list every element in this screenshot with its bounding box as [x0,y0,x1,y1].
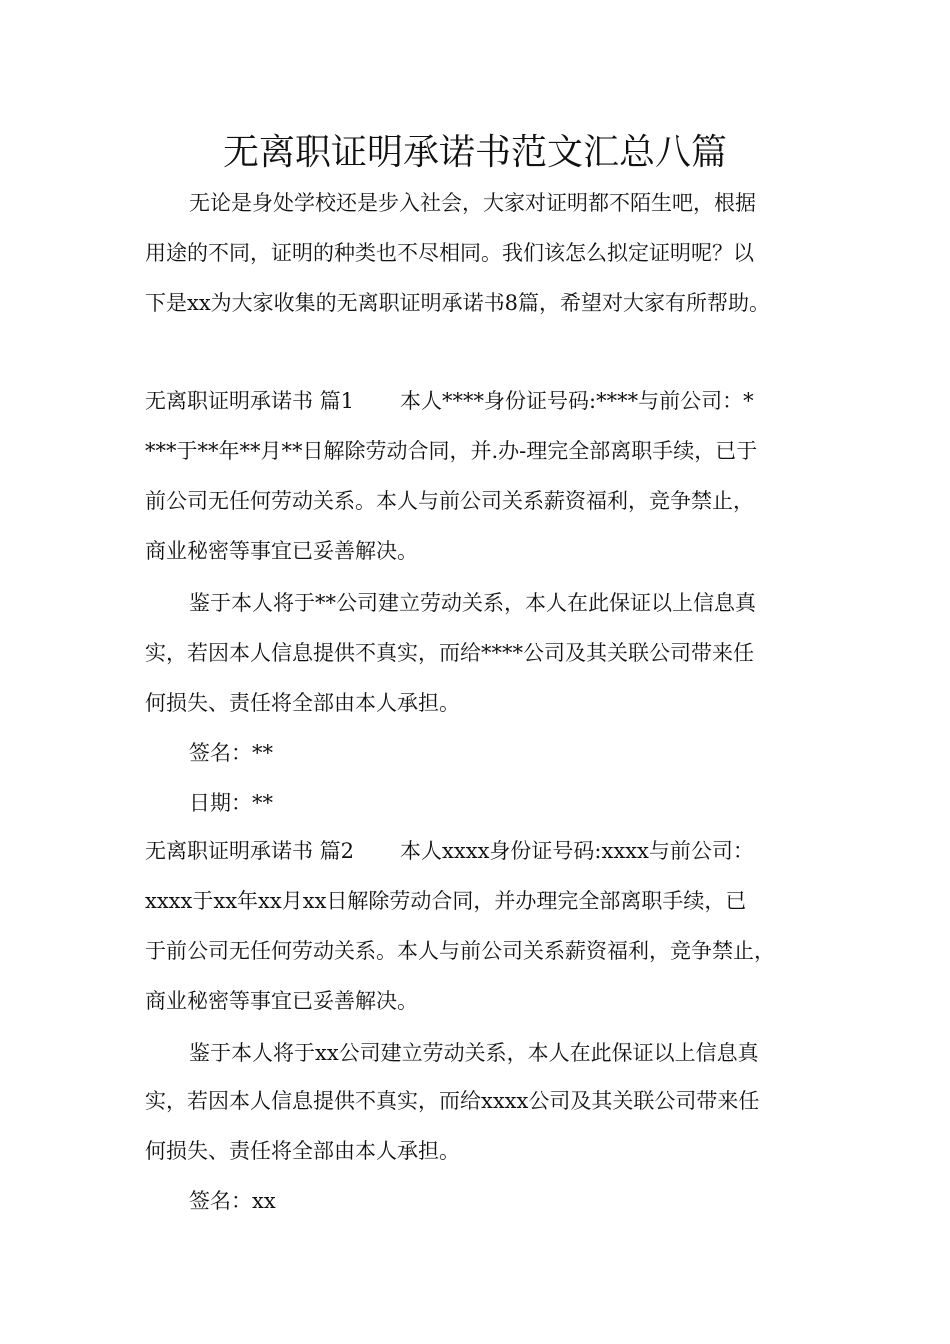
intro-line-3: 下是xx为大家收集的无离职证明承诺书8篇，希望对大家有所帮助。 [145,291,771,315]
section-1-date: 日期：** [189,791,273,815]
section-2-signature: 签名：xx [189,1189,276,1213]
section-1-line-4: 商业秘密等事宜已妥善解决。 [145,539,418,563]
section-2-heading: 无离职证明承诺书 篇2 [145,839,355,863]
document-title: 无离职证明承诺书范文汇总八篇 [222,132,727,173]
section-1-heading: 无离职证明承诺书 篇1 [145,389,355,413]
section-2-line-4: 商业秘密等事宜已妥善解决。 [145,989,418,1013]
section-2-line-7: 何损失、责任将全部由本人承担。 [145,1139,460,1163]
intro-line-1: 无论是身处学校还是步入社会，大家对证明都不陌生吧，根据 [189,191,756,215]
section-1-signature: 签名：** [189,741,273,765]
section-1-line-6: 实，若因本人信息提供不真实，而给****公司及其关联公司带来任 [145,641,754,665]
section-1-first-line [145,376,754,426]
section-1-line-3: 前公司无任何劳动关系。本人与前公司关系薪资福利，竞争禁止， [145,489,754,513]
section-2-line-3: 于前公司无任何劳动关系。本人与前公司关系薪资福利，竞争禁止， [145,939,775,963]
section-2-line-6: 实，若因本人信息提供不真实，而给xxxx公司及其关联公司带来任 [145,1089,760,1113]
section-2-line-5: 鉴于本人将于xx公司建立劳动关系，本人在此保证以上信息真 [189,1041,759,1065]
section-2-first-line [145,826,754,876]
section-1-line-1: 本人****身份证号码:****与前公司：* [400,389,754,413]
section-2-line-2: xxxx于xx年xx月xx日解除劳动合同，并办理完全部离职手续，已 [145,889,747,913]
intro-line-2: 用途的不同，证明的种类也不尽相同。我们该怎么拟定证明呢？以 [145,241,754,265]
section-1-line-7: 何损失、责任将全部由本人承担。 [145,691,460,715]
section-1-line-5: 鉴于本人将于**公司建立劳动关系，本人在此保证以上信息真 [189,591,756,615]
section-1-line-2: ***于**年**月**日解除劳动合同，并.办-理完全部离职手续，已于 [145,439,758,463]
section-2-line-1: 本人xxxx身份证号码:xxxx与前公司： [400,839,754,863]
